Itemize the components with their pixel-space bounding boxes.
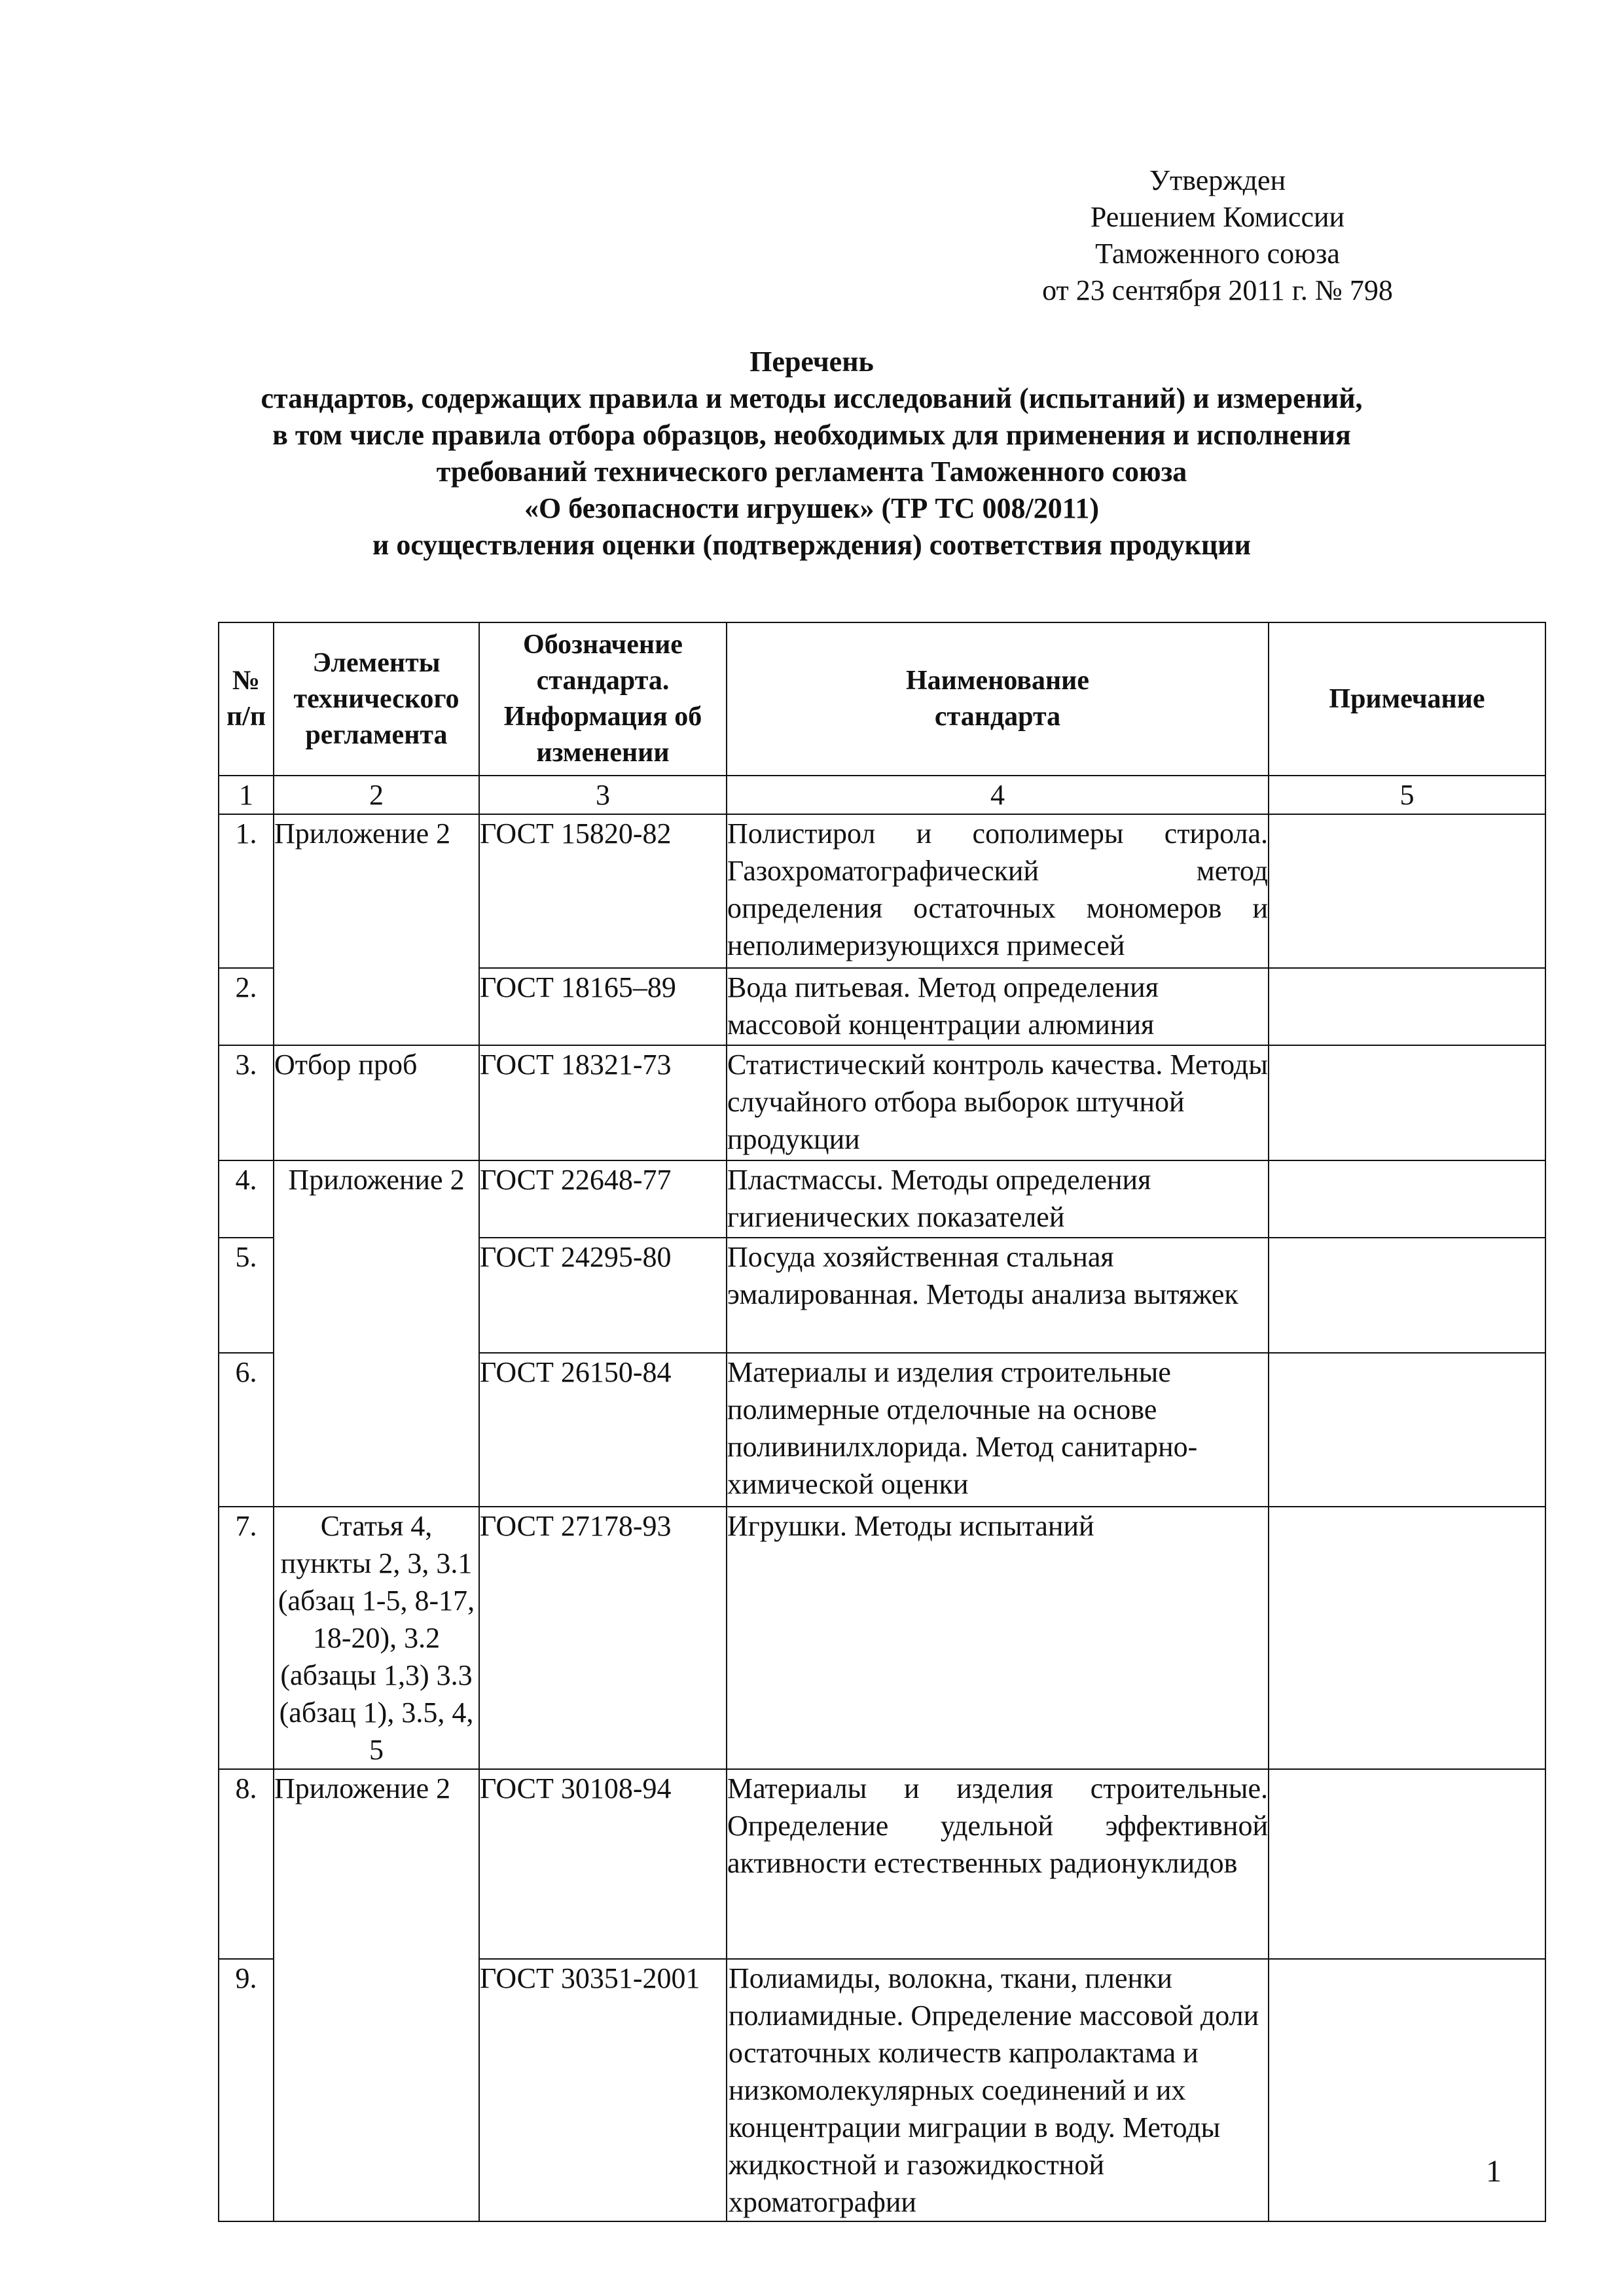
title-heading: Перечень: [749, 346, 874, 378]
row-standard-name: Полиамиды, волокна, ткани, пленки полиамидные. Определение массовой доли остаточных количеств капролактама и низкомолекулярных соединений и их концентрации миграции в воду. Методы жидкостной и газожидкостной хроматографии: [727, 1959, 1269, 2221]
row-standard-code: ГОСТ 30108-94: [479, 1769, 727, 1959]
column-number-row: [219, 776, 1545, 814]
col-number: 5: [1269, 776, 1545, 814]
row-element: Приложение 2: [274, 814, 479, 1045]
row-standard-name: Вода питьевая. Метод определения массовой концентрации алюминия: [727, 968, 1269, 1045]
col-number: 2: [274, 776, 479, 814]
table-row: [219, 1769, 1545, 1959]
row-standard-code: ГОСТ 15820-82: [479, 814, 727, 968]
approval-line-3: Таможенного союза: [1095, 238, 1340, 270]
header-elements: Элементы технического регламента: [274, 622, 479, 776]
row-note: [1269, 1238, 1545, 1353]
row-standard-code: ГОСТ 22648-77: [479, 1160, 727, 1238]
row-standard-name: Материалы и изделия строительные. Определение удельной эффективной активности естественных радионуклидов: [727, 1769, 1269, 1959]
row-note: [1269, 814, 1545, 968]
row-note: [1269, 1353, 1545, 1507]
table-header-row: [219, 622, 1545, 776]
table-row: [219, 1160, 1545, 1238]
row-note: [1269, 1769, 1545, 1959]
row-note: [1269, 968, 1545, 1045]
row-num: 2.: [219, 968, 274, 1045]
approval-block: [969, 162, 1466, 309]
table-row: [219, 1507, 1545, 1769]
row-note: [1269, 1959, 1545, 2221]
document-title: [196, 344, 1427, 564]
row-element: Статья 4, пункты 2, 3, 3.1 (абзац 1-5, 8-17, 18-20), 3.2 (абзацы 1,3) 3.3 (абзац 1), 3.5, 4, 5: [274, 1507, 479, 1769]
approval-line-4: от 23 сентября 2011 г. № 798: [1042, 274, 1393, 306]
row-note: [1269, 1160, 1545, 1238]
row-num: 5.: [219, 1238, 274, 1353]
title-line-4: «О безопасности игрушек» (ТР ТС 008/2011): [524, 492, 1100, 524]
row-num: 7.: [219, 1507, 274, 1769]
row-note: [1269, 1045, 1545, 1160]
table-row: [219, 814, 1545, 968]
row-num: 4.: [219, 1160, 274, 1238]
row-standard-name: Пластмассы. Методы определения гигиенических показателей: [727, 1160, 1269, 1238]
row-num: 3.: [219, 1045, 274, 1160]
row-standard-code: ГОСТ 27178-93: [479, 1507, 727, 1769]
approval-line-2: Решением Комиссии: [1090, 201, 1345, 233]
header-note: Примечание: [1269, 622, 1545, 776]
row-standard-code: ГОСТ 18165–89: [479, 968, 727, 1045]
header-designation: Обозначение стандарта. Информация об изменении: [479, 622, 727, 776]
header-name: Наименование стандарта: [727, 622, 1269, 776]
standards-table: [218, 622, 1546, 2222]
row-num: 6.: [219, 1353, 274, 1507]
row-standard-code: ГОСТ 18321-73: [479, 1045, 727, 1160]
row-num: 1.: [219, 814, 274, 968]
row-standard-name: Материалы и изделия строительные полимерные отделочные на основе поливинилхлорида. Метод санитарно-химической оценки: [727, 1353, 1269, 1507]
row-standard-name: Игрушки. Методы испытаний: [727, 1507, 1269, 1769]
title-line-2: в том числе правила отбора образцов, необходимых для применения и исполнения: [272, 419, 1351, 451]
approval-line-1: Утвержден: [1149, 164, 1286, 196]
page-number: 1: [1486, 2154, 1502, 2189]
title-line-5: и осуществления оценки (подтверждения) соответствия продукции: [372, 529, 1251, 561]
row-note: [1269, 1507, 1545, 1769]
title-line-1: стандартов, содержащих правила и методы исследований (испытаний) и измерений,: [261, 382, 1363, 414]
row-element: Приложение 2: [274, 1160, 479, 1507]
row-element: Отбор проб: [274, 1045, 479, 1160]
row-standard-code: ГОСТ 24295-80: [479, 1238, 727, 1353]
row-standard-name: Посуда хозяйственная стальная эмалированная. Методы анализа вытяжек: [727, 1238, 1269, 1353]
row-standard-code: ГОСТ 30351-2001: [479, 1959, 727, 2221]
row-element: Приложение 2: [274, 1769, 479, 2221]
col-number: 3: [479, 776, 727, 814]
row-standard-name: Статистический контроль качества. Методы случайного отбора выборок штучной продукции: [727, 1045, 1269, 1160]
table-row: [219, 1045, 1545, 1160]
row-num: 9.: [219, 1959, 274, 2221]
col-number: 1: [219, 776, 274, 814]
row-standard-name: Полистирол и сополимеры стирола. Газохроматографический метод определения остаточных мономеров и неполимеризующихся примесей: [727, 814, 1269, 968]
row-num: 8.: [219, 1769, 274, 1959]
col-number: 4: [727, 776, 1269, 814]
row-standard-code: ГОСТ 26150-84: [479, 1353, 727, 1507]
title-line-3: требований технического регламента Таможенного союза: [436, 456, 1187, 488]
header-num: № п/п: [219, 622, 274, 776]
